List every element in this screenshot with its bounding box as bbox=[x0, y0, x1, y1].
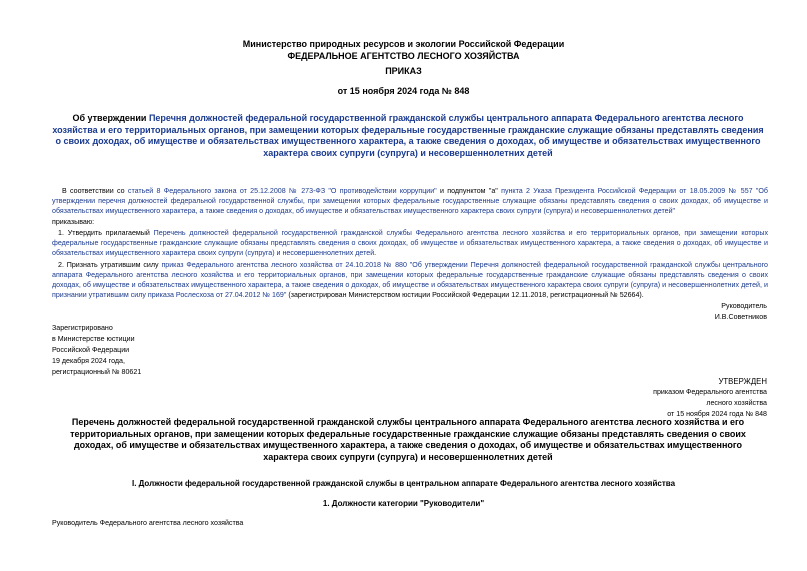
heading-link[interactable]: Перечня должностей федеральной государственной гражданской службы центрального аппарата Федерального агентства лесного хозяйства и его территориальных органов, при замещении которых федеральные государственные гражданские служащие обязаны представлять сведения о своих доходах, об имуществе и обязательствах имущественного характера, а также сведения о доходах, об имуществе и обязательствах имущественного характера своих супруги (супруга) и несовершеннолетних детей bbox=[52, 113, 764, 158]
list-title: Перечень должностей федеральной государственной гражданской службы центрального аппарата Федерального агентства лесного хозяйства и его территориальных органов, при замещении которых федеральные государственные гражданские служащие обязаны представлять сведения о своих доходах, об имуществе и обязательствах имущественного характера, а также сведения о доходах, об имуществе и обязательствах имущественного характера своих супруги (супруга) и несовершеннолетних детей bbox=[70, 417, 746, 462]
document-date: от 15 ноября 2024 года № 848 bbox=[337, 86, 470, 96]
agency-name: ФЕДЕРАЛЬНОЕ АГЕНТСТВО ЛЕСНОГО ХОЗЯЙСТВА bbox=[287, 51, 520, 61]
approved-title: УТВЕРЖДЕН bbox=[718, 377, 767, 386]
approval-stamp-block bbox=[653, 376, 767, 420]
registration-line: Российской Федерации bbox=[52, 346, 130, 354]
order-verb: приказываю: bbox=[52, 218, 95, 226]
paragraph-preamble bbox=[52, 187, 768, 217]
approved-line: от 15 ноября 2024 года № 848 bbox=[667, 410, 767, 418]
signature-name: И.В.Советников bbox=[714, 313, 767, 321]
preamble-text-b: и подпунктом "а" bbox=[436, 187, 502, 195]
document-heading bbox=[52, 113, 764, 159]
section-heading: I. Должности федеральной государственной гражданской службы в центральном аппарате Федерального агентства лесного хозяйства bbox=[131, 479, 676, 488]
item2-text-a: 2. Признать утратившим силу bbox=[58, 261, 162, 269]
document-type: ПРИКАЗ bbox=[385, 66, 422, 76]
approved-line: лесного хозяйства bbox=[706, 399, 767, 407]
registration-line: Зарегистрировано bbox=[52, 324, 113, 332]
ministry-name: Министерство природных ресурсов и экологии Российской Федерации bbox=[242, 39, 565, 49]
item2-text-b: (зарегистрирован Министерством юстиции Российской Федерации 12.11.2018, регистрационный № 52664). bbox=[286, 290, 644, 299]
document-header bbox=[0, 38, 807, 62]
list-item: Руководитель Федерального агентства лесного хозяйства bbox=[52, 519, 244, 527]
approved-line: приказом Федерального агентства bbox=[653, 388, 767, 396]
preamble-text-a: В соответствии со bbox=[62, 187, 128, 195]
paragraph-item-2 bbox=[52, 261, 768, 301]
paragraph-item-1 bbox=[52, 229, 768, 259]
registration-line: в Министерстве юстиции bbox=[52, 335, 135, 343]
signature-block bbox=[715, 301, 767, 323]
heading-prefix: Об утверждении bbox=[72, 113, 149, 123]
link-decree-557[interactable]: пункта 2 Указа Президента Российской Федерации от 18.05.2009 № 557 "Об утверждении перечня должностей федеральной государственной службы, при замещении которых федеральные государственные служащие обязаны представлять сведения о своих доходах, об имуществе и обязательствах имущественного характера, а также сведения о доходах, об имуществе и обязательствах имущественного характера своих супруги (супруга) и несовершеннолетних детей" bbox=[52, 187, 768, 215]
item1-text-b: . bbox=[374, 248, 377, 257]
registration-line: 19 декабря 2024 года, bbox=[52, 357, 125, 365]
link-law-273[interactable]: статьей 8 Федерального закона от 25.12.2008 № 273-ФЗ "О противодействии коррупции" bbox=[127, 187, 437, 195]
link-approved-list[interactable]: Перечень должностей федеральной государственной гражданской службы Федерального агентства лесного хозяйства и его территориальных органов, при замещении которых федеральные государственные гражданские служащие обязаны представлять сведения о своих доходах, об имуществе и обязательствах имущественного характера, а также сведения о доходах, об имуществе и обязательствах имущественного характера своих супруги (супруга) и несовершеннолетних детей bbox=[52, 229, 769, 257]
signature-position: Руководитель bbox=[721, 302, 767, 310]
subsection-heading: 1. Должности категории "Руководители" bbox=[322, 499, 485, 508]
registration-block bbox=[52, 323, 141, 378]
link-order-880[interactable]: приказ Федерального агентства лесного хозяйства от 24.10.2018 № 880 "Об утверждении Перечня должностей федеральной государственной гражданской службы центрального аппарата Федерального агентства лесного хозяйства и его территориальных органов, при замещении которых федеральные государственные гражданские служащие обязаны представлять сведения о своих доходах, об имуществе и обязательствах имущественного характера, а также сведения о доходах, об имуществе и обязательствах имущественного характера своих супруги (супруга) и несовершеннолетних детей, и признании утратившим силу приказа Рослесхоза от 27.04.2012 № 169" bbox=[52, 261, 768, 299]
registration-line: регистрационный № 80621 bbox=[52, 368, 142, 376]
item1-text-a: 1. Утвердить прилагаемый bbox=[58, 229, 154, 237]
